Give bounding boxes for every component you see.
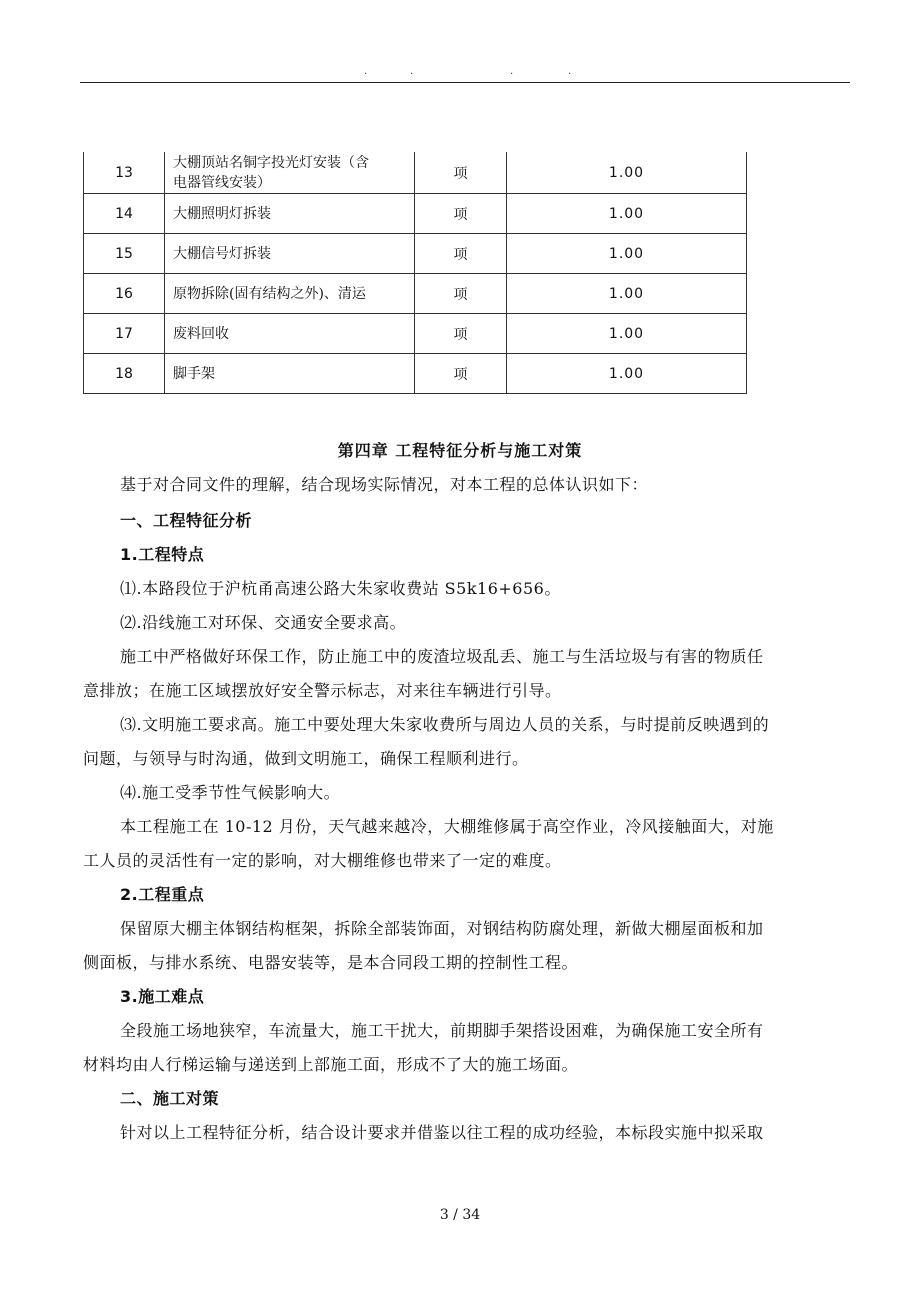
row-unit: 项 — [415, 152, 507, 194]
row-name — [165, 152, 415, 194]
page-number: 3 / 34 — [439, 1207, 481, 1223]
paragraph: 施工中严格做好环保工作，防止施工中的废渣垃圾乱丢、施工与生活垃圾与有害的物质任 — [120, 647, 764, 666]
table-row — [84, 354, 747, 394]
header-dot: . — [510, 66, 514, 77]
row-name: 大棚信号灯拆装 — [165, 234, 415, 274]
paragraph: 保留原大棚主体钢结构框架，拆除全部装饰面，对钢结构防腐处理，新做大棚屋面板和加 — [120, 919, 764, 938]
paragraph: 意排放；在施工区域摆放好安全警示标志，对来往车辆进行引导。 — [83, 681, 562, 700]
row-name: 废料回收 — [165, 314, 415, 354]
paragraph: 侧面板，与排水系统、电器安装等，是本合同段工期的控制性工程。 — [83, 953, 579, 972]
paragraph: ⑷.施工受季节性气候影响大。 — [120, 783, 341, 802]
row-unit: 项 — [415, 314, 507, 354]
row-qty: 1.00 — [507, 152, 747, 194]
row-unit: 项 — [415, 234, 507, 274]
row-unit: 项 — [415, 274, 507, 314]
row-number: 13 — [84, 152, 165, 194]
table-row — [84, 274, 747, 314]
row-unit: 项 — [415, 194, 507, 234]
subsection-heading: 3.施工难点 — [120, 987, 205, 1006]
row-number: 18 — [84, 354, 165, 394]
header-rule — [80, 82, 850, 83]
items-table — [83, 152, 747, 394]
paragraph: 问题，与领导与时沟通，做到文明施工，确保工程顺利进行。 — [83, 749, 529, 768]
header-dot: . — [410, 66, 414, 77]
row-name-line: 电器管线安装） — [173, 174, 271, 191]
intro-paragraph: 基于对合同文件的理解，结合现场实际情况，对本工程的总体认识如下： — [120, 475, 649, 494]
table-row — [84, 194, 747, 234]
row-qty: 1.00 — [507, 274, 747, 314]
subsection-heading: 1.工程特点 — [120, 545, 205, 564]
table-row — [84, 152, 747, 194]
row-name-line: 大棚顶站名铜字投光灯安装（含 — [173, 154, 369, 171]
row-unit: 项 — [415, 354, 507, 394]
paragraph: 材料均由人行梯运输与递送到上部施工面，形成不了大的施工场面。 — [83, 1055, 579, 1074]
paragraph: ⑵.沿线施工对环保、交通安全要求高。 — [120, 613, 407, 632]
table-row — [84, 234, 747, 274]
row-number: 16 — [84, 274, 165, 314]
paragraph: 针对以上工程特征分析，结合设计要求并借鉴以往工程的成功经验，本标段实施中拟采取 — [120, 1123, 764, 1142]
row-number: 17 — [84, 314, 165, 354]
section-heading: 二、施工对策 — [120, 1089, 220, 1108]
row-number: 15 — [84, 234, 165, 274]
header-dot: . — [364, 66, 368, 77]
chapter-title: 第四章 工程特征分析与施工对策 — [337, 441, 583, 460]
paragraph: 本工程施工在 10-12 月份，天气越来越冷，大棚维修属于高空作业，冷风接触面大，对施 — [120, 817, 774, 836]
row-qty: 1.00 — [507, 194, 747, 234]
row-qty: 1.00 — [507, 234, 747, 274]
row-qty: 1.00 — [507, 314, 747, 354]
paragraph: ⑴.本路段位于沪杭甬高速公路大朱家收费站 S5k16+656。 — [120, 579, 561, 598]
subsection-heading: 2.工程重点 — [120, 885, 205, 904]
paragraph: 工人员的灵活性有一定的影响，对大棚维修也带来了一定的难度。 — [83, 851, 562, 870]
row-name: 大棚照明灯拆装 — [165, 194, 415, 234]
row-name: 脚手架 — [165, 354, 415, 394]
row-number: 14 — [84, 194, 165, 234]
row-qty: 1.00 — [507, 354, 747, 394]
paragraph: 全段施工场地狭窄，车流量大，施工干扰大，前期脚手架搭设困难，为确保施工安全所有 — [120, 1021, 764, 1040]
paragraph: ⑶.文明施工要求高。施工中要处理大朱家收费所与周边人员的关系，与时提前反映遇到的 — [120, 715, 770, 734]
header-dot: . — [568, 66, 572, 77]
header-dots — [0, 66, 920, 82]
section-heading: 一、工程特征分析 — [120, 511, 253, 530]
table-row — [84, 314, 747, 354]
row-name: 原物拆除(固有结构之外)、清运 — [165, 274, 415, 314]
